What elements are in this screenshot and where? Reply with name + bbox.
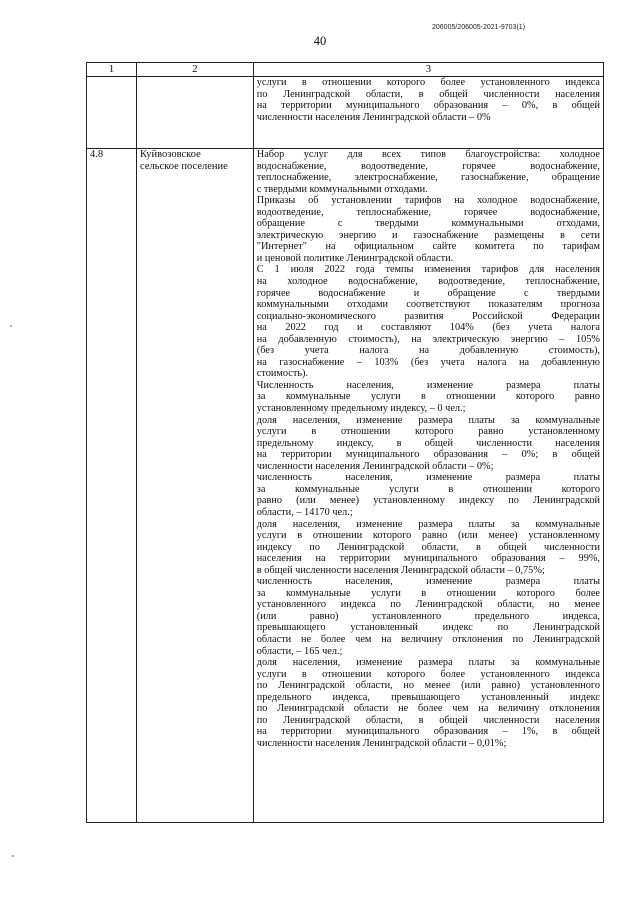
cell-name-empty (137, 77, 254, 149)
text-line: области, – 165 чел.; (256, 645, 343, 657)
text-line: по Ленинградской области, но менее (или равно) установленного (256, 680, 600, 692)
settlement-name-line: Куйвозовское (140, 149, 201, 160)
text-line: услуги в отношении которого равно (или менее) установленному (256, 530, 600, 542)
scan-mark (12, 855, 14, 857)
text-line: стоимость). (256, 368, 309, 380)
text-line: и ценовой политике Ленинградской области. (256, 252, 454, 264)
description-paragraph (257, 264, 600, 379)
text-line: "Интернет" на официальном сайте комитета по тарифам (256, 241, 600, 253)
text-line: на 2022 год и составляют 104% (без учета налога (256, 322, 600, 334)
text-line: доля населения, изменение размера платы за коммунальные (256, 414, 600, 426)
table-row (87, 149, 604, 823)
text-line: доля населения, изменение размера платы за коммунальные (256, 657, 600, 669)
description-paragraph (257, 149, 600, 195)
text-line: за коммунальные услуги в отношении которого (256, 483, 600, 495)
text-line: за коммунальные услуги в отношении которого равно (256, 391, 600, 403)
column-number-2: 2 (137, 63, 254, 77)
text-line: обращение с твердыми коммунальными отходами, (256, 218, 600, 230)
document-id: 206005/206005-2021-9703(1) (432, 24, 526, 31)
text-line: численности населения Ленинградской области – 0% (256, 111, 491, 123)
settlement-name (137, 149, 254, 823)
text-line: на холодное водоснабжение, водоотведение, теплоснабжение, (256, 276, 600, 288)
text-line: Набор услуг для всех типов благоустройства: холодное (256, 149, 600, 160)
text-line: услуги в отношении которого равно установленному (256, 426, 600, 438)
text-line: водоснабжение, водоотведение, горячее водоснабжение, (256, 160, 600, 172)
text-line: области, – 14170 чел.; (256, 506, 353, 518)
description-paragraph (257, 657, 600, 749)
text-line: предельному индексу, в общей численности населения (256, 437, 600, 449)
text-line: доля населения, изменение размера платы за коммунальные (256, 518, 600, 530)
column-number-row (87, 63, 604, 77)
description-paragraph (257, 519, 600, 577)
text-line: горячее водоснабжение и обращение с твердыми (256, 287, 600, 299)
text-line: численности населения Ленинградской области – 0,01%; (256, 737, 507, 749)
continuation-text (253, 77, 603, 149)
settlement-name-line: сельское поселение (140, 161, 228, 172)
text-line: численность населения, изменение размера платы (256, 576, 600, 588)
text-line: на добавленную стоимость), на электрическую энергию – 105% (256, 333, 600, 345)
text-line: на газоснабжение – 103% (без учета налога на добавленную (256, 356, 600, 368)
text-line: электрическую энергию и газоснабжение размещены в сети (256, 229, 600, 241)
text-line: населения на территории муниципального образования – 99%, (256, 553, 600, 565)
text-line: по Ленинградской области, в общей численности населения (256, 714, 600, 726)
text-line: установленному предельному индексу, – 0 чел.; (256, 403, 466, 415)
column-number-1: 1 (87, 63, 137, 77)
description-paragraph (257, 576, 600, 657)
text-line: Численность населения, изменение размера платы (256, 379, 600, 391)
description-paragraph (257, 195, 600, 264)
text-line: предельного индекса, превышающего установленный индекс (256, 691, 600, 703)
tariff-table (86, 62, 604, 823)
text-line: коммунальными отходами соответствуют показателям прогноза (256, 299, 600, 311)
scan-mark (10, 325, 12, 327)
text-line: на территории муниципального образования – 0%; в общей (256, 449, 600, 461)
text-line: с твердыми коммунальными отходами. (256, 183, 428, 195)
text-line: установленного индекса по Ленинградской области, но менее (256, 599, 600, 611)
text-line: на территории муниципального образования – 0%, в общей (256, 100, 600, 112)
text-line: индексу по Ленинградской области, в общей численности (256, 541, 600, 553)
text-line: численности населения Ленинградской области – 0%; (256, 460, 494, 472)
text-line: теплоснабжение, электроснабжение, газоснабжение, обращение (256, 172, 600, 184)
description-paragraph (257, 380, 600, 415)
description-paragraph (257, 415, 600, 473)
text-line: равно (или менее) установленному индексу по Ленинградской (256, 495, 600, 507)
description-paragraph (257, 472, 600, 518)
text-line: (или равно) установленного предельного индекса, (256, 610, 600, 622)
text-line: Приказы об установлении тарифов на холодное водоснабжение, (256, 195, 600, 207)
page-number: 40 (313, 34, 327, 48)
text-line: услуги в отношении которого более установленного индекса (256, 668, 600, 680)
row-number: 4.8 (87, 149, 137, 823)
text-line: в общей численности населения Ленинградской области – 0,75%; (256, 564, 545, 576)
text-line: на территории муниципального образования – 1%, в общей (256, 726, 600, 738)
text-line: за коммунальные услуги в отношении которого более (256, 587, 600, 599)
table-row-continuation (87, 77, 604, 149)
text-line: водоотведение, теплоснабжение, горячее водоснабжение, (256, 206, 600, 218)
text-line: области не более чем на величину отклонения по Ленинградской (256, 633, 600, 645)
tariff-description (253, 149, 603, 823)
text-line: по Ленинградской области, в общей численности населения (256, 88, 600, 100)
text-line: (без учета налога на добавленную стоимость), (256, 345, 600, 357)
column-number-3: 3 (253, 63, 603, 77)
text-line: по Ленинградской области не более чем на величину отклонения (256, 703, 600, 715)
text-line: услуги в отношении которого более установленного индекса (256, 77, 600, 88)
text-line: социально-экономического развития Российской Федерации (256, 310, 600, 322)
text-line: превышающего установленный индекс по Ленинградской (256, 622, 600, 634)
cell-number-empty (87, 77, 137, 149)
text-line: численность населения, изменение размера платы (256, 472, 600, 484)
text-line: С 1 июля 2022 года темпы изменения тарифов для населения (256, 264, 600, 276)
